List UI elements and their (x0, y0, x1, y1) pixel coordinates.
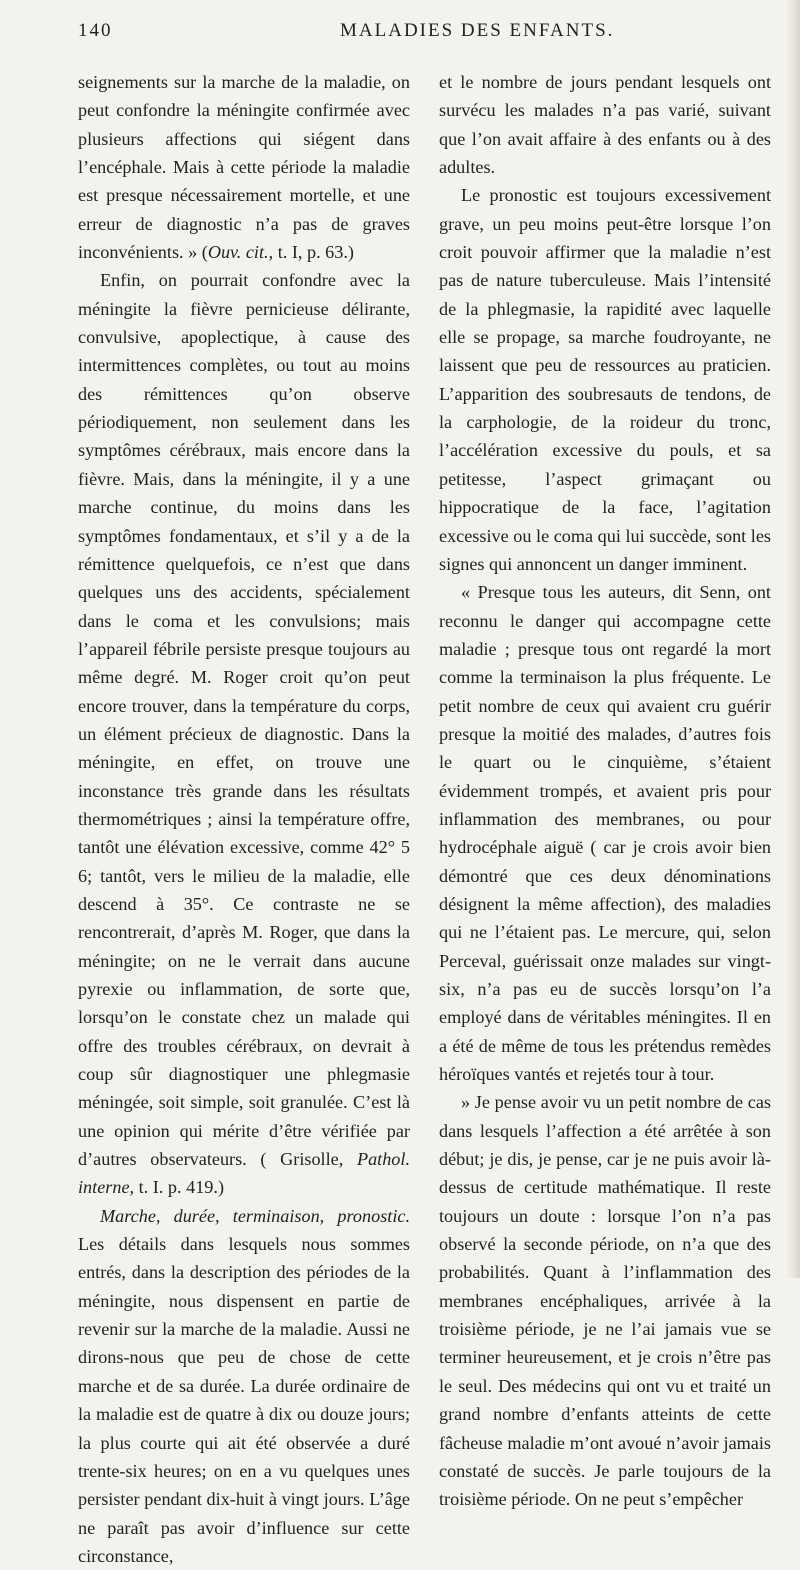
paragraph: » Je pense avoir vu un petit nombre de cas dans lesquels l’affection a été arrêtée à son début; je dis, je pense, car je ne puis avoir là-dessus de certitude mathématique. Il reste toujours un doute : lorsque l’on n’a pas observé la seconde période, on n’a que des probabilités. Quant à l’inflammation des membranes encéphaliques, arrivée à la troisième période, je ne l’ai jamais vue se terminer heureusement, et je crois n’être pas le seul. Des médecins qui ont vu et traité un grand nombre d’enfants atteints de cette fâcheuse maladie m’ont avoué n’avoir jamais constaté de succès. Je parle toujours de la troisième période. On ne peut s’empêcher (439, 1092, 771, 1510)
right-column (439, 68, 771, 1514)
running-title: MALADIES DES ENFANTS. (340, 20, 615, 41)
section-subheading: Marche, durée, terminaison, pronostic. (100, 1205, 410, 1226)
paragraph: « Presque tous les auteurs, dit Senn, ont reconnu le danger qui accompagne cette maladie ; presque tous ont regardé la mort comme la terminaison la plus fréquente. Le petit nombre de ceux qui avaient cru guérir presque la moitié des malades, d’autres fois le quart ou le cinquième, s’étaient évidemment trompés, et avaient pris pour inflammation des membranes, ou pour hydrocéphale aiguë ( car je crois avoir bien démontré que ces deux dénominations désignent la même affection), des maladies qui ne l’étaient pas. Le mercure, qui, selon Perceval, guérissait onze malades sur vingt-six, n’a pas eu de succès lorsqu’on l’a employé dans de véritables méningites. Il en a été de même de tous les prétendus remèdes héroïques vantés et rejetés tour à tour. (439, 582, 771, 1085)
paragraph: Le pronostic est toujours excessivement grave, un peu moins peut-être lorsque l’on croit pouvoir affirmer que la maladie n’est pas de nature tuberculeuse. Mais l’intensité de la phlegmasie, la rapidité avec laquelle elle se propage, sa marche foudroyante, ne laissent que peu de ressources au praticien. L’apparition des soubresauts de tendons, de la carphologie, de la roideur du tronc, l’accélération excessive du pouls, et sa petitesse, l’aspect grimaçant ou hippocratique de la face, l’agitation excessive ou le coma qui lui succède, sont les signes qui annoncent un danger imminent. (439, 185, 771, 574)
page-edge-shadow (786, 0, 800, 1278)
left-column (78, 68, 410, 1570)
paragraph: et le nombre de jours pendant lesquels ont survécu les malades n’a pas varié, suivant que l’on avait affaire à des enfants ou à des adultes. (439, 72, 771, 178)
paragraph: Marche, durée, terminaison, pronostic. Les détails dans lesquels nous sommes entrés, dans la description des périodes de la méningite, nous dispensent en partie de revenir sur la marche de la maladie. Aussi ne dirons-nous que peu de chose de cette marche et de sa durée. La durée ordinaire de la maladie est de quatre à dix ou douze jours; la plus courte qui ait été observée a duré trente-six heures; on en a vu quelques unes persister pendant dix-huit à vingt jours. L’âge ne paraît pas avoir d’influence sur cette circonstance, (78, 1205, 410, 1566)
citation: Ouv. cit. (207, 242, 269, 263)
citation: Pathol. interne (78, 1149, 410, 1198)
paragraph: seignements sur la marche de la maladie, on peut confondre la méningite confirmée avec plusieurs affections qui siégent dans l’encéphale. Mais à cette période la maladie est presque nécessairement mortelle, et une erreur de diagnostic n’a pas de graves inconvénients. » (Ouv. cit., t. I, p. 63.) (78, 72, 410, 263)
page-header (78, 20, 768, 46)
page-number: 140 (78, 20, 113, 41)
paragraph: Enfin, on pourrait confondre avec la méningite la fièvre pernicieuse délirante, convulsive, apoplectique, à cause des intermittences complètes, ou tout au moins des rémittences qu’on observe périodiquement, non seulement dans les symptômes cérébraux, mais encore dans la fièvre. Mais, dans la méningite, il y a une marche continue, du moins dans les symptômes fondamentaux, et s’il y a de la rémittence quelquefois, ce n’est que dans quelques uns des accidents, spécialement dans le coma et les convulsions; mais l’appareil fébrile persiste presque toujours au même degré. M. Roger croit qu’on peut encore trouver, dans la température du corps, un élément précieux de diagnostic. Dans la méningite, en effet, on trouve une inconstance très grande dans les résultats thermométriques ; ainsi la température offre, tantôt une élévation excessive, comme 42° 5 6; tantôt, vers le milieu de la maladie, elle descend à 35°. Ce contraste ne se rencontrerait, d’après M. Roger, que dans la méningite; on ne le verrait dans aucune pyrexie ou inflammation, de sorte que, lorsqu’on le constate chez un malade qui offre des troubles cérébraux, on devrait à coup sûr diagnostiquer une phlegmasie méningée, soit simple, soit granulée. C’est là une opinion qui mérite d’être vérifiée par d’autres observateurs. ( Grisolle, Pathol. interne, t. I. p. 419.) (78, 270, 410, 1198)
